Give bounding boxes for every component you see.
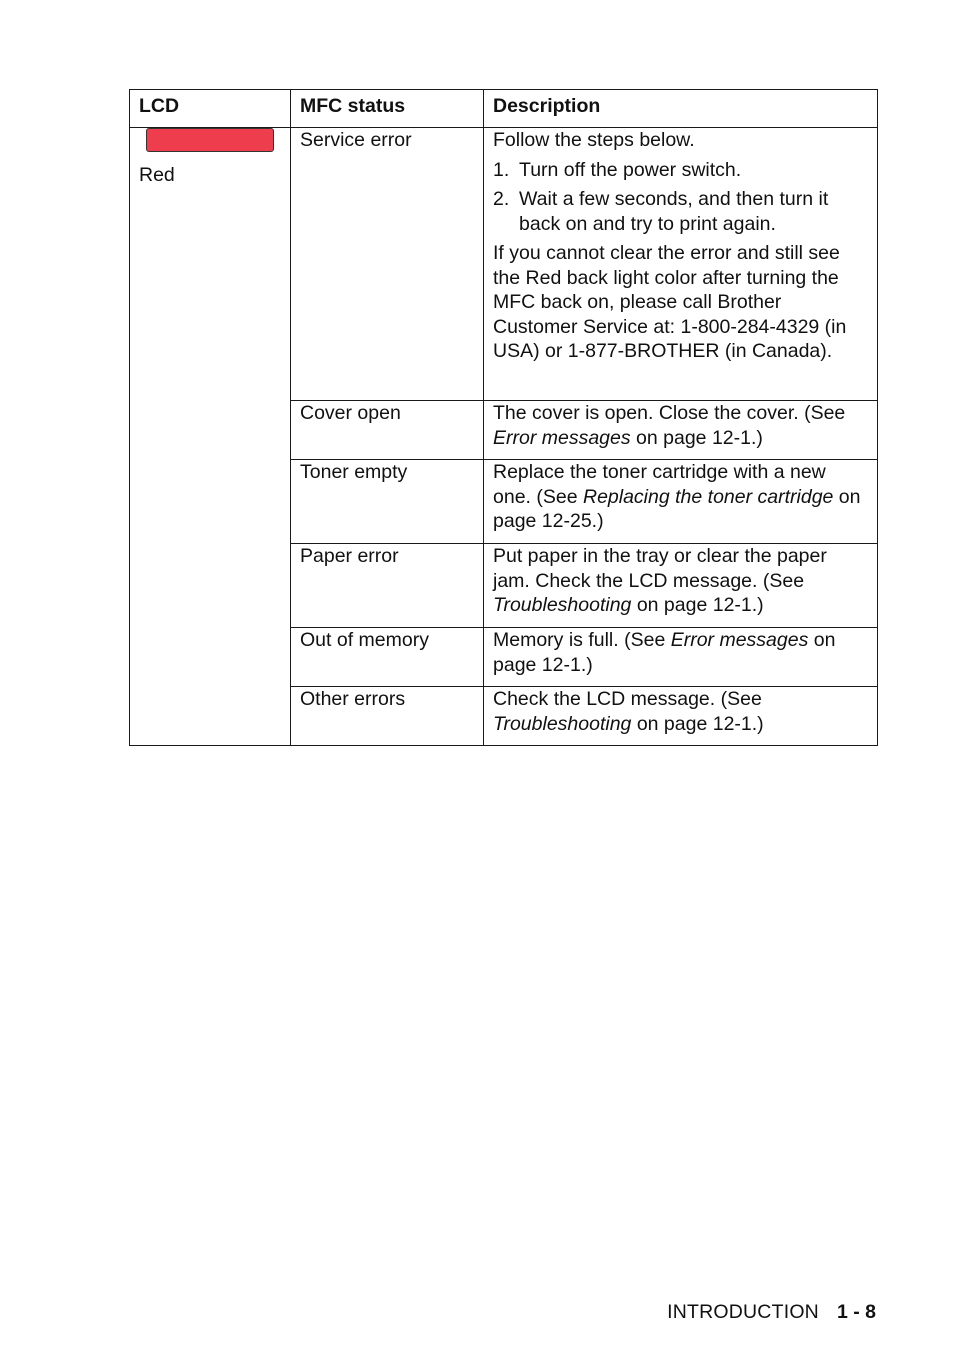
cross-reference-link[interactable]: Troubleshooting xyxy=(493,712,632,735)
status-other-errors: Other errors xyxy=(291,687,484,746)
cross-reference-link[interactable]: Troubleshooting xyxy=(493,594,632,616)
lcd-status-table xyxy=(129,89,878,746)
cross-reference-link[interactable]: Error messages xyxy=(670,629,809,651)
desc-text: The cover is open. Close the cover. (See xyxy=(493,402,846,424)
cross-reference-link[interactable]: Replacing the toner cartridge xyxy=(582,485,834,508)
lcd-color-label: Red xyxy=(139,164,175,186)
page-footer xyxy=(667,1300,876,1324)
status-toner-empty: Toner empty xyxy=(291,460,484,544)
desc-text: Put paper in the tray or clear the paper jam. Check the LCD message. (See xyxy=(493,545,827,592)
description-service-error xyxy=(484,128,878,401)
step-text: Wait a few seconds, and then turn it back on and try to print again. xyxy=(519,188,829,235)
footer-section-title: INTRODUCTION xyxy=(667,1301,819,1323)
status-out-of-memory: Out of memory xyxy=(291,628,484,687)
lcd-red-backlight-swatch xyxy=(146,128,274,152)
status-cover-open: Cover open xyxy=(291,401,484,460)
description-toner-empty xyxy=(484,460,878,544)
desc-text: Check the LCD message. (See xyxy=(493,688,762,710)
desc-text: on page 12-25.) xyxy=(493,485,861,532)
step-number: 1. xyxy=(493,158,510,181)
table-header-row xyxy=(130,90,878,128)
footer-page-number: 1 - 8 xyxy=(836,1301,876,1323)
description-out-of-memory xyxy=(484,628,878,687)
header-description: Description xyxy=(484,90,878,128)
cross-reference-link[interactable]: Error messages xyxy=(493,426,631,449)
table-row xyxy=(130,128,878,401)
list-item xyxy=(493,187,868,236)
header-lcd: LCD xyxy=(130,90,291,128)
desc-text: on page 12-1.) xyxy=(493,629,836,676)
desc-text: Replace the toner cartridge with a new one. (See xyxy=(493,461,826,508)
status-paper-error: Paper error xyxy=(291,544,484,628)
desc-text: on page 12-1.) xyxy=(631,594,764,616)
status-service-error: Service error xyxy=(291,128,484,401)
desc-text: on page 12-1.) xyxy=(631,712,764,735)
step-number: 2. xyxy=(493,188,510,210)
service-error-contact: If you cannot clear the error and still see the Red back light color after turning the MFC back on, please call Brother Customer Service at: 1-800-284-4329 (in USA) or 1-877-BROTHER (in Canada). xyxy=(493,242,847,362)
description-other-errors xyxy=(484,687,878,746)
lcd-cell xyxy=(130,128,291,746)
desc-text: Memory is full. (See xyxy=(493,629,671,651)
list-item xyxy=(493,158,868,183)
desc-text: on page 12-1.) xyxy=(630,426,763,449)
step-text: Turn off the power switch. xyxy=(519,158,742,181)
service-error-steps xyxy=(493,158,868,237)
service-error-intro: Follow the steps below. xyxy=(493,129,695,151)
description-paper-error xyxy=(484,544,878,628)
description-cover-open xyxy=(484,401,878,460)
header-mfc-status: MFC status xyxy=(291,90,484,128)
